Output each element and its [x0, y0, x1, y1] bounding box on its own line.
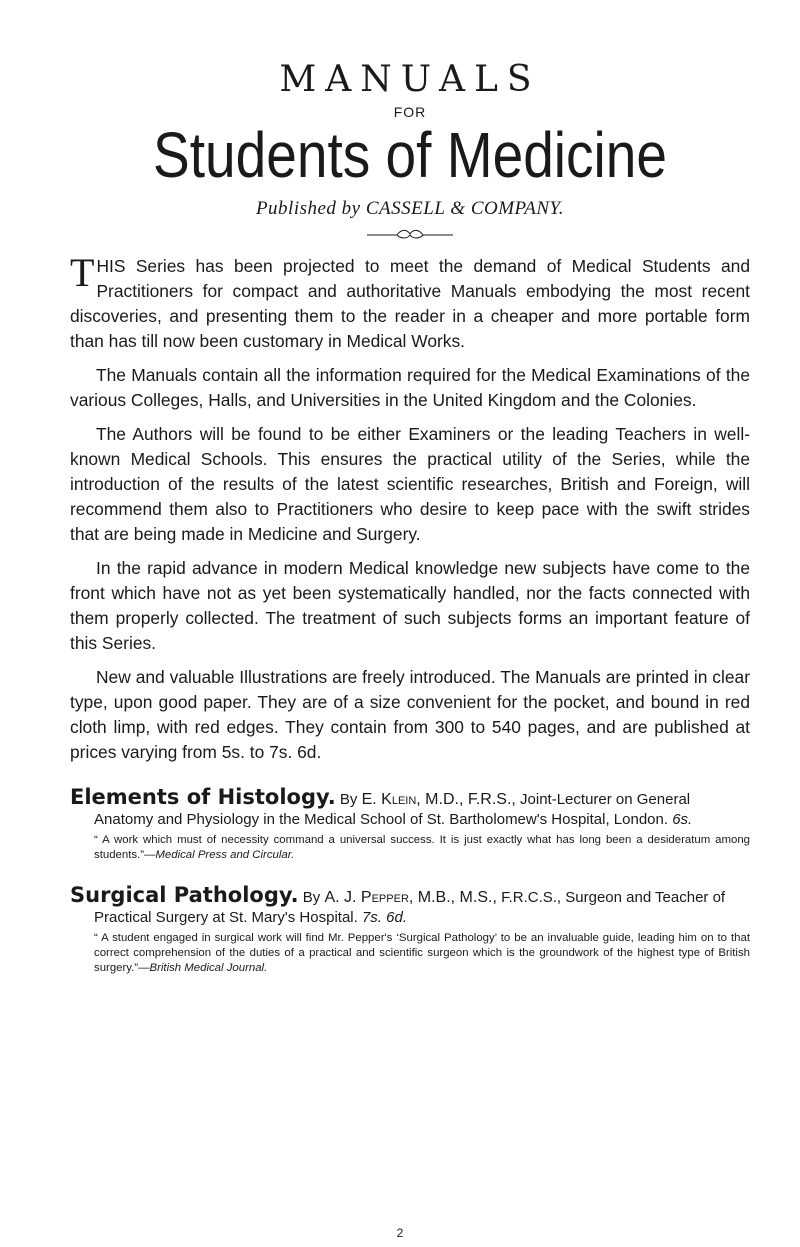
book-price: 6s. [672, 811, 693, 828]
manuals-heading: MANUALS [279, 59, 541, 100]
book-author: A. J. Pepper, M.B., M.S., [324, 889, 497, 906]
intro-paragraph: THIS Series has been projected to meet the demand of Medical Students and Practitioners for compact and authoritative Manuals embodying the most recent discoveries, and presenting them to the reader in a cheaper and more portable form than has till now been customary in Medical Works. [70, 250, 750, 351]
review-source: —Medical Press and Circular. [144, 849, 295, 861]
intro-paragraph: In the rapid advance in modern Medical knowledge new subjects have come to the front which have not as yet been systematically handled, nor the facts connected with them properly collected. The treatment of such subjects forms an important feature of this Series. [70, 558, 750, 653]
page-number: 2 [396, 1226, 404, 1240]
book-author-description: Joint-Lecturer on General Anatomy and Physiology in the Medical School of St. Bartholomew's Hospital, London. [94, 791, 691, 828]
book-review: “ A student engaged in surgical work will find Mr. Pepper's ‘Surgical Pathology’ to be an invaluable guide, leading him on to that correct comprehension of the duties of a practical and scientific surgeon which is the groundwork of the highest type of British surgery.”—British Medical Journal. [94, 932, 750, 974]
book-author: E. Klein, M.D., F.R.S., [361, 791, 516, 808]
intro-paragraph: The Authors will be found to be either Examiners or the leading Teachers in well-known Medical Schools. This ensures the practical utility of the Series, while the introduction of the results of the latest scientific researches, British and Foreign, will recommend them also to Practitioners who desire to keep pace with the swift strides that are being made in Medicine and Surgery. [70, 424, 750, 544]
page-title: Students of Medicine [152, 119, 668, 191]
page [70, 0, 750, 976]
ornament-divider-icon [365, 228, 455, 240]
book-entry-header: Elements of Histology. By E. Klein, M.D., F.R.S., Joint-Lecturer on General Anatomy and Physiology in the Medical School of St. Bartholomew's Hospital, London. 6s. [70, 785, 693, 828]
published-by-label: Published by [255, 198, 361, 219]
book-entry-surgical-pathology [70, 885, 750, 976]
book-title: Surgical Pathology. [70, 883, 299, 907]
book-entry-histology [70, 787, 750, 863]
book-review: “ A work which must of necessity command a universal success. It is just exactly what has long been a desideratum among students.”—Medical Press and Circular. [94, 834, 750, 861]
book-title: Elements of Histology. [70, 785, 336, 809]
drop-cap: T [70, 250, 95, 295]
series-description [70, 250, 750, 765]
intro-paragraph: New and valuable Illustrations are freely introduced. The Manuals are printed in clear type, upon good paper. They are of a size convenient for the pocket, and bound in red cloth limp, with red edges. They contain from 300 to 540 pages, and are published at prices varying from 5s. to 7s. 6d. [70, 667, 750, 762]
book-entry-header: Surgical Pathology. By A. J. Pepper, M.B., M.S., F.R.C.S., Surgeon and Teacher of Practical Surgery at St. Mary's Hospital. 7s. 6d. [70, 883, 726, 926]
for-label: FOR [393, 104, 427, 120]
intro-paragraph: The Manuals contain all the information required for the Medical Examinations of the various Colleges, Halls, and Universities in the United Kingdom and the Colonies. [70, 365, 750, 410]
publisher-line [70, 198, 750, 220]
book-author-description: F.R.C.S., Surgeon and Teacher of Practical Surgery at St. Mary's Hospital. [94, 889, 726, 926]
review-source: —British Medical Journal. [138, 962, 268, 974]
publisher-name: CASSELL & COMPANY. [365, 198, 565, 219]
masthead [70, 60, 750, 240]
book-price: 7s. 6d. [361, 909, 407, 926]
